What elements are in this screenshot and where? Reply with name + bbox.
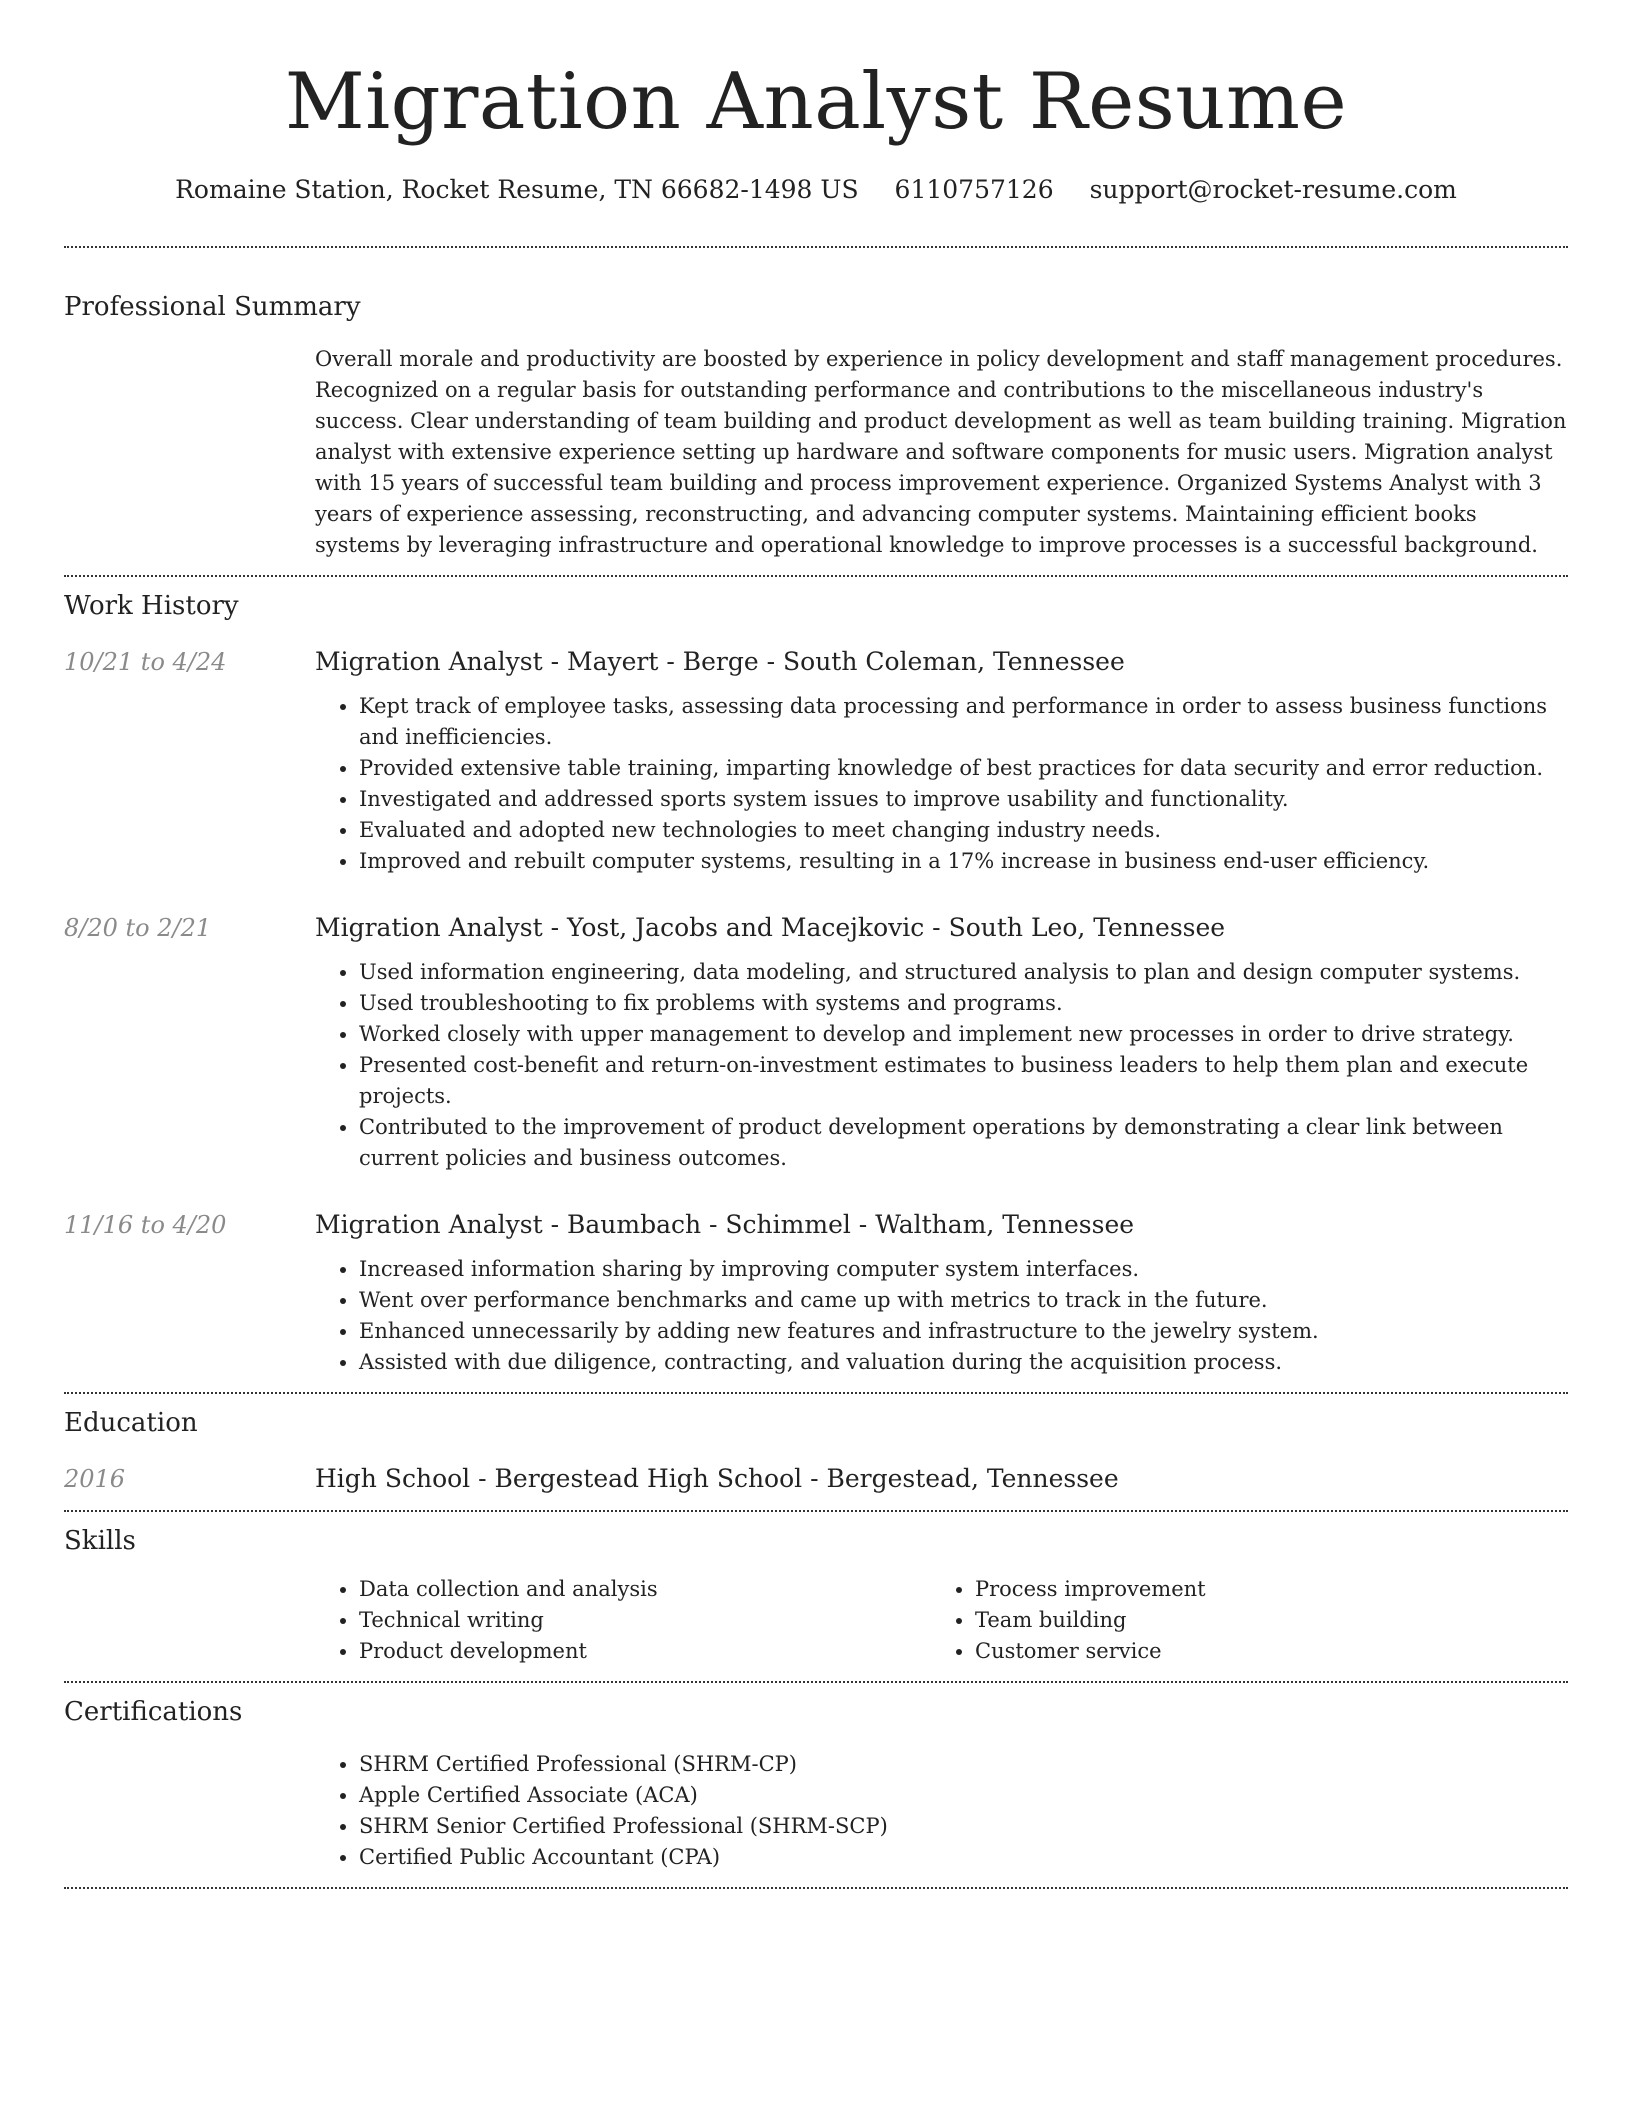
contact-address: Romaine Station, Rocket Resume, TN 66682-1498 US bbox=[175, 175, 859, 204]
section-heading-skills: Skills bbox=[64, 1526, 136, 1556]
job-title: Migration Analyst bbox=[315, 1210, 543, 1239]
job-heading bbox=[315, 911, 1568, 945]
bullet-item: • Assisted with due diligence, contracting, and valuation during the acquisition process. bbox=[359, 1347, 1568, 1378]
bullet-item: • Went over performance benchmarks and came up with metrics to track in the future. bbox=[359, 1285, 1568, 1316]
skill-item: • Product development bbox=[359, 1636, 931, 1667]
bullet-item: • Kept track of employee tasks, assessing data processing and performance in order to assess business functions and inefficiencies. bbox=[359, 691, 1568, 753]
contact-phone: 6110757126 bbox=[894, 175, 1054, 204]
skill-item: • Technical writing bbox=[359, 1605, 931, 1636]
job-employer: - Mayert - Berge - South Coleman, Tennessee bbox=[542, 647, 1125, 676]
job-title: Migration Analyst bbox=[315, 913, 543, 942]
bullet-item: • Enhanced unnecessarily by adding new features and infrastructure to the jewelry system. bbox=[359, 1316, 1568, 1347]
job-entry bbox=[64, 1208, 1568, 1378]
skills-list bbox=[315, 1574, 1568, 1667]
contact-line bbox=[64, 172, 1568, 208]
skills-section bbox=[64, 1512, 1568, 1681]
bullet-item: • Provided extensive table training, imparting knowledge of best practices for data security and error reduction. bbox=[359, 753, 1568, 784]
job-dates: 10/21 to 4/24 bbox=[64, 648, 227, 676]
bullet-item: • Investigated and addressed sports system issues to improve usability and functionality. bbox=[359, 784, 1568, 815]
bullet-item: • Evaluated and adopted new technologies to meet changing industry needs. bbox=[359, 815, 1568, 846]
skill-item: • Data collection and analysis bbox=[359, 1574, 931, 1605]
job-dates: 11/16 to 4/20 bbox=[64, 1211, 227, 1239]
summary-text: Overall morale and productivity are boosted by experience in policy development and staff management procedures. Recognized on a regular basis for outstanding performance and contributions to the miscellaneous industry's success. Clear understanding of team building and product development as well as team building training. Migration analyst with extensive experience setting up hardware and software components for music users. Migration analyst with 15 years of successful team building and process improvement experience. Organized Systems Analyst with 3 years of experience assessing, reconstructing, and advancing computer systems. Maintaining efficient books systems by leveraging infrastructure and operational knowledge to improve processes is a successful background. bbox=[315, 347, 1567, 557]
certification-item: • SHRM Certified Professional (SHRM-CP) bbox=[359, 1749, 1568, 1780]
job-heading bbox=[315, 645, 1568, 679]
degree: High School bbox=[315, 1464, 471, 1493]
job-bullets bbox=[315, 691, 1568, 877]
bullet-item: • Increased information sharing by improving computer system interfaces. bbox=[359, 1254, 1568, 1285]
certifications-list bbox=[315, 1749, 1568, 1873]
certification-item: • Apple Certified Associate (ACA) bbox=[359, 1780, 1568, 1811]
bullet-item: • Used troubleshooting to fix problems with systems and programs. bbox=[359, 988, 1568, 1019]
bullet-item: • Presented cost-benefit and return-on-investment estimates to business leaders to help them plan and execute projects. bbox=[359, 1050, 1568, 1112]
job-entry bbox=[64, 645, 1568, 877]
job-bullets bbox=[315, 957, 1568, 1174]
bullet-item: • Used information engineering, data modeling, and structured analysis to plan and design computer systems. bbox=[359, 957, 1568, 988]
certification-item: • Certified Public Accountant (CPA) bbox=[359, 1842, 1568, 1873]
education-heading bbox=[315, 1462, 1568, 1496]
bullet-item: • Contributed to the improvement of product development operations by demonstrating a clear link between current policies and business outcomes. bbox=[359, 1112, 1568, 1174]
skill-item: • Process improvement bbox=[975, 1574, 1547, 1605]
education-year: 2016 bbox=[64, 1465, 126, 1493]
job-employer: - Yost, Jacobs and Macejkovic - South Leo, Tennessee bbox=[542, 913, 1226, 942]
work-history-section bbox=[64, 577, 1568, 1392]
bullet-item: • Improved and rebuilt computer systems, resulting in a 17% increase in business end-user efficiency. bbox=[359, 846, 1568, 877]
skill-item: • Team building bbox=[975, 1605, 1547, 1636]
skills-column bbox=[315, 1574, 931, 1667]
job-employer: - Baumbach - Schimmel - Waltham, Tennessee bbox=[542, 1210, 1135, 1239]
education-section bbox=[64, 1394, 1568, 1510]
contact-email: support@rocket-resume.com bbox=[1089, 175, 1457, 204]
resume-title: Migration Analyst Resume bbox=[284, 57, 1348, 147]
job-title: Migration Analyst bbox=[315, 647, 543, 676]
section-heading-summary: Professional Summary bbox=[64, 292, 361, 322]
section-heading-education: Education bbox=[64, 1408, 198, 1438]
divider bbox=[64, 1887, 1568, 1889]
certification-item: • SHRM Senior Certified Professional (SHRM-SCP) bbox=[359, 1811, 1568, 1842]
job-bullets bbox=[315, 1254, 1568, 1378]
education-entry bbox=[64, 1462, 1568, 1496]
skills-column bbox=[931, 1574, 1547, 1667]
job-entry bbox=[64, 911, 1568, 1174]
summary-section bbox=[64, 248, 1568, 561]
job-dates: 8/20 to 2/21 bbox=[64, 914, 212, 942]
bullet-item: • Worked closely with upper management to develop and implement new processes in order to drive strategy. bbox=[359, 1019, 1568, 1050]
school: - Bergestead High School - Bergestead, Tennessee bbox=[470, 1464, 1119, 1493]
section-heading-certifications: Certifications bbox=[64, 1697, 243, 1727]
section-heading-work: Work History bbox=[64, 591, 239, 621]
certifications-section bbox=[64, 1683, 1568, 1887]
skill-item: • Customer service bbox=[975, 1636, 1547, 1667]
job-heading bbox=[315, 1208, 1568, 1242]
